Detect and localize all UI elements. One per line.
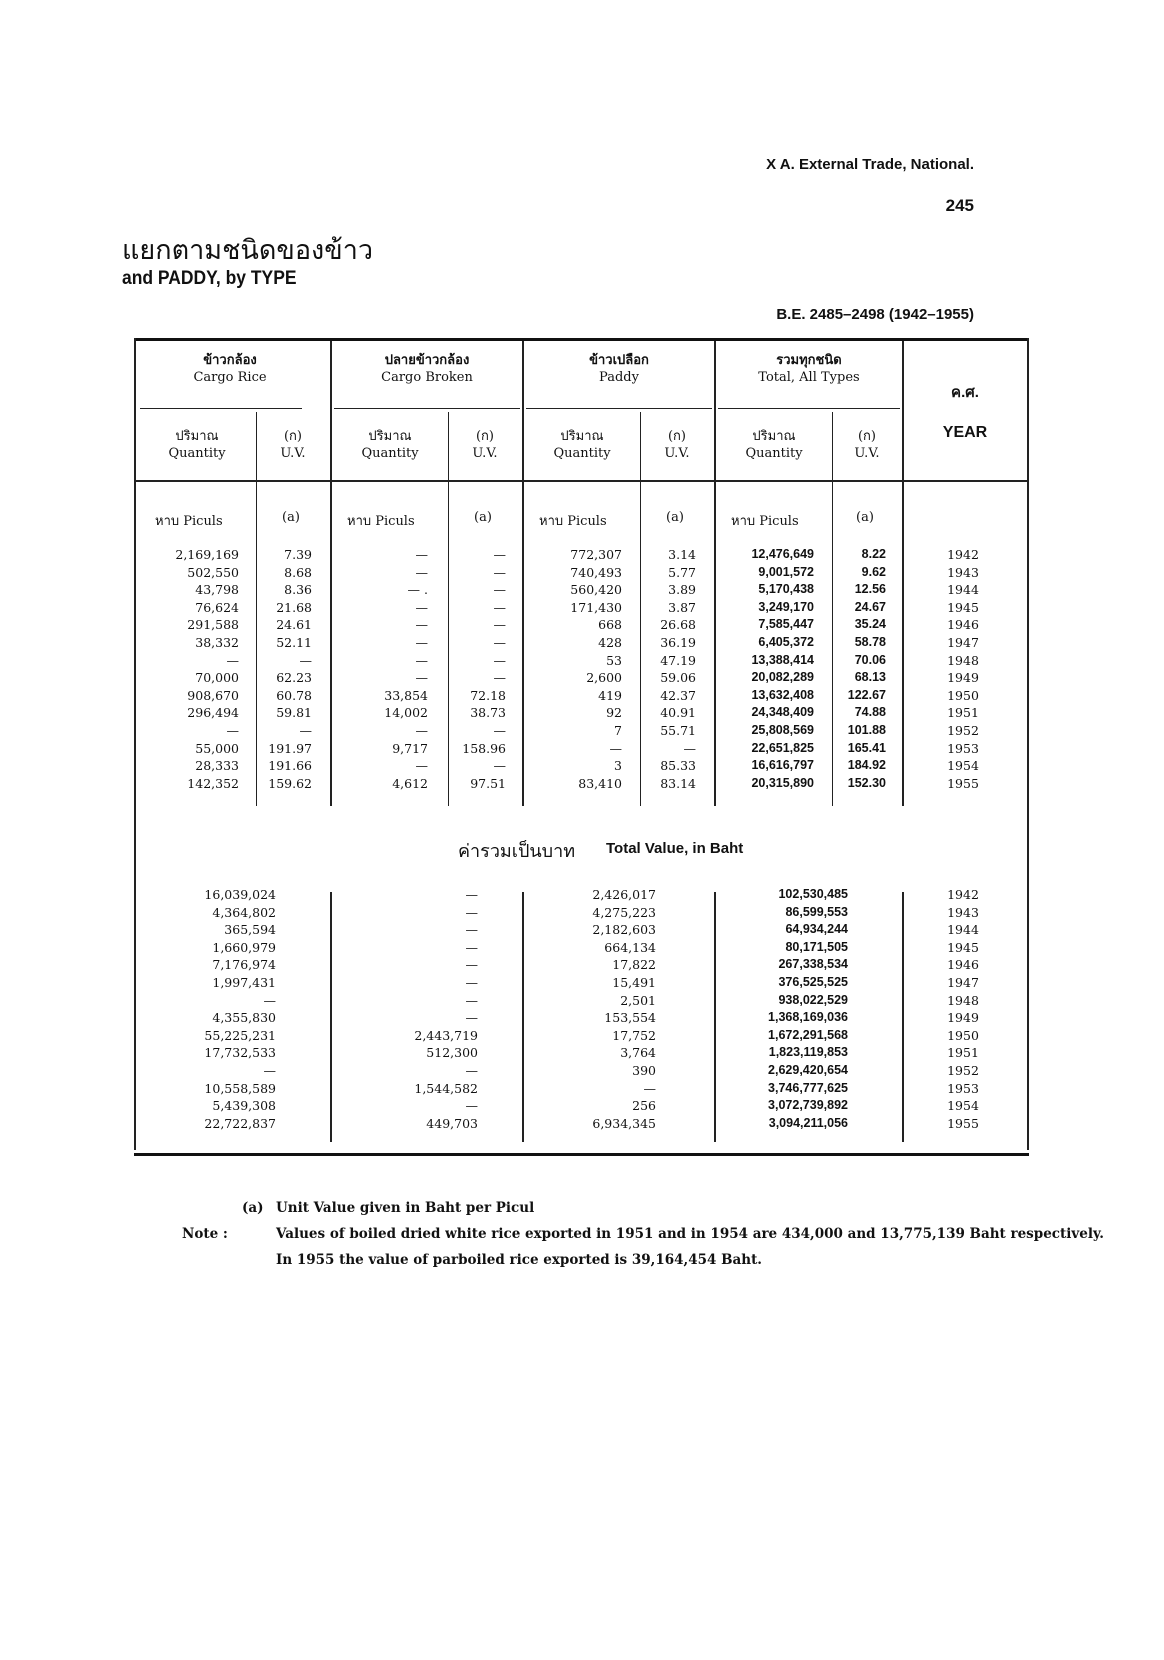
- years-col: [918, 546, 1008, 792]
- table-cell: 5,439,308: [212, 1098, 276, 1114]
- table-cell: 59.81: [276, 705, 312, 721]
- value-title-thai: ค่ารวมเป็นบาท: [458, 841, 576, 862]
- table-cell: 59.06: [660, 670, 696, 686]
- table-cell: —: [415, 599, 428, 615]
- table-cell: 80,171,505: [785, 939, 848, 954]
- uv-en-2: U.V.: [472, 446, 498, 461]
- qty-en-3: Quantity: [553, 446, 611, 461]
- table-cell: 17,752: [612, 1027, 656, 1043]
- table-cell: 86,599,553: [785, 904, 848, 919]
- table-left-border: [134, 338, 136, 1150]
- qty-paddy-col: [540, 546, 622, 792]
- table-cell: 772,307: [570, 547, 622, 562]
- table-cell: 7.39: [284, 547, 312, 562]
- table-cell: 7,176,974: [212, 957, 276, 973]
- table-cell: —: [493, 652, 506, 668]
- table-cell: 24,348,409: [751, 705, 814, 720]
- table-cell: 256: [632, 1098, 656, 1114]
- table-cell: 1955: [947, 1115, 979, 1131]
- table-cell: —: [465, 904, 478, 920]
- table-cell: 47.19: [660, 652, 696, 668]
- table-cell: —: [465, 1062, 478, 1078]
- value-years-col: [918, 886, 1008, 1132]
- table-cell: —: [465, 939, 478, 955]
- table-cell: 2,443,719: [414, 1027, 478, 1043]
- table-cell: — .: [407, 582, 428, 598]
- table-cell: 85.33: [660, 758, 696, 774]
- table-cell: 13,388,414: [751, 652, 814, 667]
- table-cell: 142,352: [187, 775, 239, 791]
- qty-thai-4: ปริมาณ: [752, 429, 796, 444]
- table-cell: —: [465, 992, 478, 1008]
- table-cell: 1945: [947, 939, 979, 955]
- header-paddy: [526, 352, 712, 386]
- table-cell: —: [609, 740, 622, 756]
- uv-thai-4: (ก): [857, 429, 876, 444]
- table-cell: —: [226, 652, 239, 668]
- table-cell: 1952: [947, 1062, 979, 1078]
- unit-piculs-2: หาบ Piculs: [347, 514, 415, 529]
- subheader-uv-3: [642, 428, 712, 462]
- table-cell: 1955: [947, 775, 979, 791]
- value-divider-2: [522, 892, 524, 1142]
- table-cell: 908,670: [187, 687, 239, 703]
- table-cell: 938,022,529: [778, 992, 848, 1007]
- value-paddy-col: [560, 886, 656, 1132]
- table-cell: 40.91: [660, 705, 696, 721]
- table-cell: 3.87: [668, 599, 696, 615]
- table-cell: —: [415, 758, 428, 774]
- table-cell: 16,039,024: [204, 887, 276, 902]
- table-cell: —: [299, 722, 312, 738]
- table-cell: 1950: [947, 1027, 979, 1043]
- table-cell: 5,170,438: [758, 582, 814, 597]
- thai-title: แยกตามชนิดของข้าว: [122, 235, 374, 266]
- divider-1: [330, 341, 332, 806]
- table-cell: 165.41: [847, 740, 886, 755]
- header-total-thai: รวมทุกชนิด: [776, 353, 842, 368]
- value-divider-1: [330, 892, 332, 1142]
- qty-thai-3: ปริมาณ: [560, 429, 604, 444]
- table-cell: —: [493, 582, 506, 598]
- uv-total-col: [836, 546, 886, 792]
- table-cell: 9.62: [861, 564, 886, 579]
- table-cell: 1,660,979: [212, 939, 276, 955]
- qty-en-2: Quantity: [361, 446, 419, 461]
- subheader-qty-2: [334, 428, 446, 462]
- subheader-uv-2: [450, 428, 520, 462]
- table-cell: 42.37: [660, 687, 696, 703]
- table-cell: 20,315,890: [751, 775, 814, 790]
- table-cell: 376,525,525: [778, 974, 848, 989]
- table-cell: 3,764: [620, 1045, 656, 1061]
- table-cell: —: [299, 652, 312, 668]
- divider-qty-uv-4: [832, 412, 833, 806]
- table-right-border: [1027, 338, 1029, 1150]
- header-cargo-broken-thai: ปลายข้าวกล้อง: [384, 353, 470, 368]
- table-cell: 83,410: [578, 775, 622, 791]
- table-cell: 70,000: [195, 670, 239, 686]
- table-cell: 43,798: [195, 582, 239, 598]
- table-cell: 9,001,572: [758, 564, 814, 579]
- unit-a-4: (a): [856, 510, 874, 525]
- table-cell: 1954: [947, 1098, 979, 1114]
- unit-piculs-3: หาบ Piculs: [539, 514, 607, 529]
- table-cell: 55,225,231: [204, 1027, 276, 1043]
- table-cell: 8.22: [861, 547, 886, 561]
- value-total-col: [740, 886, 848, 1132]
- header-paddy-en: Paddy: [599, 370, 639, 385]
- table-cell: 58.78: [854, 634, 886, 649]
- table-cell: 390: [632, 1062, 656, 1078]
- table-cell: —: [493, 564, 506, 580]
- table-cell: 171,430: [570, 599, 622, 615]
- table-cell: 10,558,589: [204, 1080, 276, 1096]
- table-cell: 72.18: [470, 687, 506, 703]
- table-cell: 3,072,739,892: [768, 1098, 848, 1113]
- table-cell: 83.14: [660, 775, 696, 791]
- table-cell: 6,405,372: [758, 634, 814, 649]
- table-cell: 296,494: [187, 705, 239, 721]
- unit-a-3: (a): [666, 510, 684, 525]
- value-title-en: Total Value, in Baht: [606, 840, 744, 857]
- table-cell: —: [465, 887, 478, 902]
- table-cell: 76,624: [195, 599, 239, 615]
- uv-broken-col: [456, 546, 506, 792]
- divider-4: [902, 341, 904, 806]
- subheader-qty-1: [140, 428, 254, 462]
- value-cargo-rice-col: [150, 886, 276, 1132]
- uv-cargo-rice-col: [262, 546, 312, 792]
- header-bottom-rule: [136, 480, 1027, 482]
- table-cell: 2,426,017: [592, 887, 656, 902]
- table-cell: 16,616,797: [751, 758, 814, 773]
- table-cell: 21.68: [276, 599, 312, 615]
- table-cell: 502,550: [187, 564, 239, 580]
- table-cell: 74.88: [854, 705, 886, 720]
- table-cell: 52.11: [276, 634, 312, 650]
- table-cell: —: [683, 740, 696, 756]
- table-cell: 4,364,802: [212, 904, 276, 920]
- table-cell: —: [643, 1080, 656, 1096]
- table-cell: 101.88: [847, 722, 886, 737]
- table-cell: 159.62: [268, 775, 312, 791]
- table-cell: —: [415, 634, 428, 650]
- table-cell: 449,703: [426, 1115, 478, 1131]
- note-label: Note :: [182, 1226, 228, 1242]
- note-a-text: Unit Value given in Baht per Picul: [276, 1200, 535, 1216]
- table-cell: —: [493, 599, 506, 615]
- table-cell: 1,997,431: [212, 974, 276, 990]
- table-cell: 1942: [947, 547, 979, 562]
- header-cargo-rice: [140, 352, 320, 386]
- table-cell: 668: [598, 617, 622, 633]
- header-total-en: Total, All Types: [758, 370, 860, 385]
- header-paddy-thai: ข้าวเปลือก: [589, 353, 649, 368]
- table-cell: 152.30: [847, 775, 886, 790]
- table-cell: 3,746,777,625: [768, 1080, 848, 1095]
- value-divider-3: [714, 892, 716, 1142]
- table-cell: 1951: [947, 705, 979, 721]
- table-cell: —: [465, 957, 478, 973]
- qty-broken-col: [350, 546, 428, 792]
- table-cell: 6,934,345: [592, 1115, 656, 1131]
- table-cell: —: [415, 547, 428, 562]
- table-cell: 4,612: [392, 775, 428, 791]
- table-cell: 15,491: [612, 974, 656, 990]
- unit-a-1: (a): [282, 510, 300, 525]
- header-cargo-broken: [334, 352, 520, 386]
- table-cell: 17,732,533: [204, 1045, 276, 1061]
- table-cell: 35.24: [854, 617, 886, 632]
- table-cell: —: [493, 617, 506, 633]
- table-cell: 4,355,830: [212, 1010, 276, 1026]
- unit-piculs-1: หาบ Piculs: [155, 514, 223, 529]
- english-title: and PADDY, by TYPE: [122, 268, 297, 289]
- table-cell: 62.23: [276, 670, 312, 686]
- table-cell: 53: [606, 652, 622, 668]
- table-cell: 1944: [947, 582, 979, 598]
- table-cell: 2,169,169: [175, 547, 239, 562]
- table-cell: 13,632,408: [751, 687, 814, 702]
- table-cell: —: [415, 670, 428, 686]
- table-cell: 1,823,119,853: [768, 1045, 848, 1060]
- table-cell: 8.36: [284, 582, 312, 598]
- table-cell: 1942: [947, 887, 979, 902]
- table-cell: 153,554: [604, 1010, 656, 1026]
- table-cell: 38,332: [195, 634, 239, 650]
- table-cell: 1953: [947, 1080, 979, 1096]
- header-rule-2: [334, 408, 520, 409]
- header-rule-3: [526, 408, 712, 409]
- subheader-qty-4: [718, 428, 830, 462]
- table-cell: 1947: [947, 974, 979, 990]
- value-divider-4: [902, 892, 904, 1142]
- table-cell: 8.68: [284, 564, 312, 580]
- value-broken-col: [380, 886, 478, 1132]
- table-cell: 7: [614, 722, 622, 738]
- table-cell: 4,275,223: [592, 904, 656, 920]
- table-cell: 3.14: [668, 547, 696, 562]
- table-cell: 22,651,825: [751, 740, 814, 755]
- table-cell: 1948: [947, 992, 979, 1008]
- table-cell: 1943: [947, 904, 979, 920]
- table-cell: 1953: [947, 740, 979, 756]
- header-cargo-broken-en: Cargo Broken: [381, 370, 473, 385]
- table-cell: 267,338,534: [778, 957, 848, 972]
- table-cell: 70.06: [854, 652, 886, 667]
- table-cell: 1948: [947, 652, 979, 668]
- table-cell: 26.68: [660, 617, 696, 633]
- table-cell: 20,082,289: [751, 670, 814, 685]
- table-cell: 3,249,170: [758, 599, 814, 614]
- header-rule-1: [140, 408, 302, 409]
- note-line-2: In 1955 the value of parboiled rice exported is 39,164,454 Baht.: [276, 1252, 762, 1268]
- subheader-uv-1: [258, 428, 328, 462]
- table-cell: —: [465, 1010, 478, 1026]
- section-header: X A. External Trade, National.: [766, 156, 974, 173]
- table-cell: —: [493, 758, 506, 774]
- table-cell: 3.89: [668, 582, 696, 598]
- table-cell: 36.19: [660, 634, 696, 650]
- table-cell: 664,134: [604, 939, 656, 955]
- table-cell: 3,094,211,056: [768, 1115, 848, 1130]
- period-label: B.E. 2485–2498 (1942–1955): [776, 306, 974, 323]
- table-cell: —: [263, 1062, 276, 1078]
- header-cargo-rice-en: Cargo Rice: [193, 370, 267, 385]
- table-cell: 2,629,420,654: [768, 1062, 848, 1077]
- table-cell: 17,822: [612, 957, 656, 973]
- uv-en-3: U.V.: [664, 446, 690, 461]
- table-cell: 560,420: [570, 582, 622, 598]
- qty-total-col: [726, 546, 814, 792]
- table-cell: —: [493, 670, 506, 686]
- table-cell: 1950: [947, 687, 979, 703]
- table-cell: 24.61: [276, 617, 312, 633]
- table-cell: —: [465, 1098, 478, 1114]
- table-cell: 1947: [947, 634, 979, 650]
- table-cell: 191.66: [268, 758, 312, 774]
- header-year-en: YEAR: [942, 424, 988, 441]
- unit-piculs-4: หาบ Piculs: [731, 514, 799, 529]
- uv-paddy-col: [642, 546, 696, 792]
- table-cell: —: [415, 652, 428, 668]
- table-cell: 1,368,169,036: [768, 1010, 848, 1025]
- table-cell: 419: [598, 687, 622, 703]
- table-cell: 12,476,649: [751, 547, 814, 561]
- table-cell: 28,333: [195, 758, 239, 774]
- table-cell: —: [263, 992, 276, 1008]
- subheader-qty-3: [526, 428, 638, 462]
- table-cell: —: [415, 722, 428, 738]
- table-cell: —: [226, 722, 239, 738]
- qty-en-4: Quantity: [745, 446, 803, 461]
- table-cell: 2,182,603: [592, 922, 656, 938]
- uv-thai-3: (ก): [667, 429, 686, 444]
- table-cell: 1951: [947, 1045, 979, 1061]
- table-cell: 3: [614, 758, 622, 774]
- table-cell: —: [493, 547, 506, 562]
- note-line-1: Values of boiled dried white rice exported in 1951 and in 1954 are 434,000 and 13,775,139 Baht respectively.: [276, 1226, 1104, 1242]
- note-a-label: (a): [242, 1200, 264, 1216]
- table-cell: 14,002: [384, 705, 428, 721]
- table-cell: —: [465, 974, 478, 990]
- subheader-uv-4: [834, 428, 900, 462]
- table-cell: 428: [598, 634, 622, 650]
- table-cell: 191.97: [268, 740, 312, 756]
- table-cell: —: [493, 634, 506, 650]
- table-cell: 1949: [947, 670, 979, 686]
- divider-3: [714, 341, 716, 806]
- qty-en-1: Quantity: [168, 446, 226, 461]
- table-cell: 9,717: [392, 740, 428, 756]
- table-cell: 1945: [947, 599, 979, 615]
- table-cell: 102,530,485: [778, 887, 848, 901]
- table-cell: 291,588: [187, 617, 239, 633]
- table-cell: 55.71: [660, 722, 696, 738]
- uv-en-1: U.V.: [280, 446, 306, 461]
- table-cell: 1,672,291,568: [768, 1027, 848, 1042]
- table-cell: —: [415, 564, 428, 580]
- table-cell: 1943: [947, 564, 979, 580]
- table-cell: 122.67: [847, 687, 886, 702]
- table-cell: 184.92: [847, 758, 886, 773]
- table-cell: 24.67: [854, 599, 886, 614]
- qty-cargo-rice-col: [150, 546, 239, 792]
- uv-thai-1: (ก): [283, 429, 302, 444]
- table-cell: 2,501: [620, 992, 656, 1008]
- table-cell: 97.51: [470, 775, 506, 791]
- table-cell: 60.78: [276, 687, 312, 703]
- table-cell: 64,934,244: [785, 922, 848, 937]
- table-cell: 12.56: [854, 582, 886, 597]
- header-year-thai: ค.ศ.: [951, 384, 979, 401]
- table-cell: 55,000: [195, 740, 239, 756]
- table-cell: 1954: [947, 758, 979, 774]
- table-cell: 92: [606, 705, 622, 721]
- table-cell: 38.73: [470, 705, 506, 721]
- unit-a-2: (a): [474, 510, 492, 525]
- table-cell: 1946: [947, 957, 979, 973]
- table-cell: 740,493: [570, 564, 622, 580]
- uv-en-4: U.V.: [854, 446, 880, 461]
- divider-qty-uv-2: [448, 412, 449, 806]
- header-rule-4: [718, 408, 900, 409]
- divider-qty-uv-1: [256, 412, 257, 806]
- table-cell: 365,594: [224, 922, 276, 938]
- table-cell: —: [415, 617, 428, 633]
- page-number: 245: [945, 196, 974, 215]
- table-cell: 5.77: [668, 564, 696, 580]
- header-cargo-rice-thai: ข้าวกล้อง: [203, 353, 257, 368]
- qty-thai-1: ปริมาณ: [175, 429, 219, 444]
- table-cell: 22,722,837: [204, 1115, 276, 1131]
- table-cell: 1944: [947, 922, 979, 938]
- divider-qty-uv-3: [640, 412, 641, 806]
- table-cell: 68.13: [854, 670, 886, 685]
- divider-2: [522, 341, 524, 806]
- table-cell: 1952: [947, 722, 979, 738]
- table-cell: 25,808,569: [751, 722, 814, 737]
- table-cell: 1,544,582: [414, 1080, 478, 1096]
- uv-thai-2: (ก): [475, 429, 494, 444]
- table-cell: 158.96: [462, 740, 506, 756]
- table-cell: 512,300: [426, 1045, 478, 1061]
- header-total: [718, 352, 900, 386]
- table-cell: 1949: [947, 1010, 979, 1026]
- table-cell: 2,600: [586, 670, 622, 686]
- qty-thai-2: ปริมาณ: [368, 429, 412, 444]
- table-cell: —: [465, 922, 478, 938]
- table-cell: 1946: [947, 617, 979, 633]
- table-cell: 7,585,447: [758, 617, 814, 632]
- table-cell: 33,854: [384, 687, 428, 703]
- table-cell: —: [493, 722, 506, 738]
